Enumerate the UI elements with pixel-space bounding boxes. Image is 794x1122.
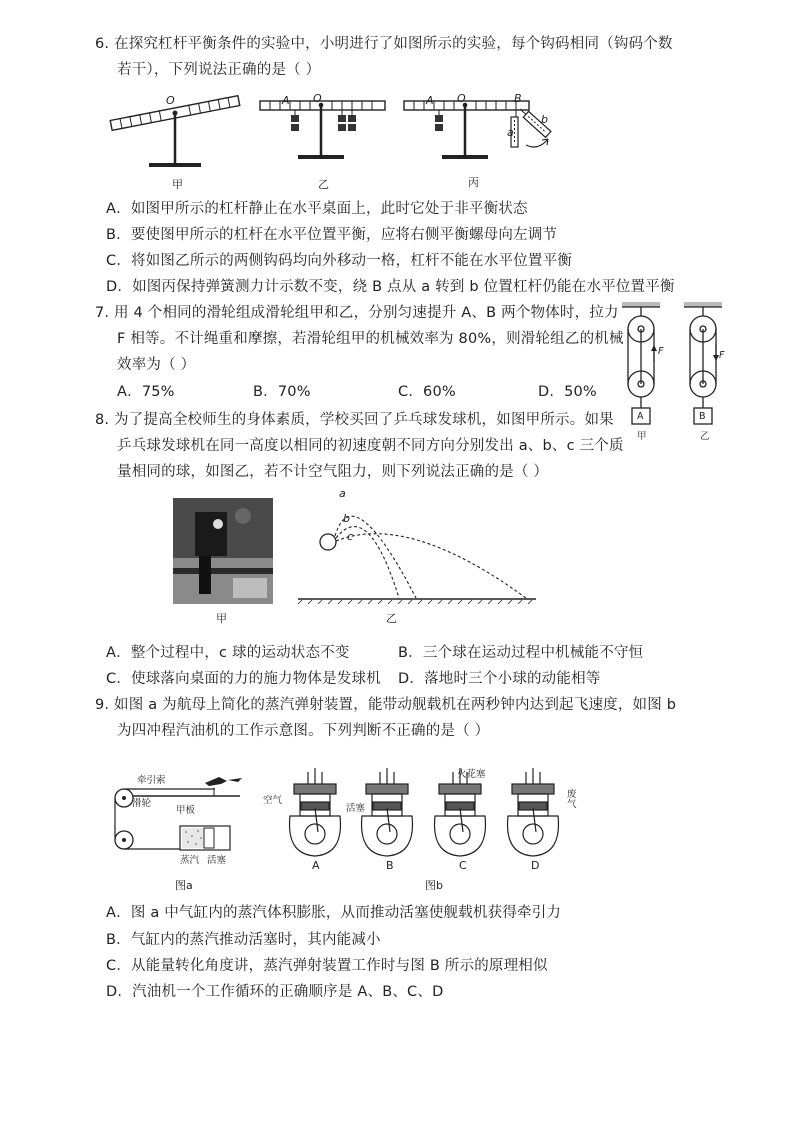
- q9-b-exhaust-label: 废气: [567, 789, 577, 810]
- q6-bing-O-label: O: [457, 92, 466, 105]
- q8-option-d: D．落地时三个小球的动能相等: [398, 671, 601, 687]
- q7-yi-caption: 乙: [700, 431, 710, 442]
- q9-b-caption: 图b: [425, 879, 443, 892]
- q7-stem-line3: 效率为（ ）: [117, 357, 196, 373]
- q8-option-b: B．三个球在运动过程中机械能不守恒: [398, 645, 644, 661]
- q8-option-a: A．整个过程中，c 球的运动状态不变: [106, 645, 350, 661]
- q8-stem-line3: 量相同的球，如图乙，若不计空气阻力，则下列说法正确的是（ ）: [117, 464, 549, 480]
- q8-trajectory-c-label: c: [347, 530, 354, 543]
- q7-option-b: B．70%: [253, 384, 311, 400]
- q9-b-label-B: B: [386, 859, 394, 872]
- q8-trajectory-b-label: b: [343, 512, 350, 525]
- q6-bing-a-label: a: [507, 126, 514, 139]
- q7-block-B-label: B: [699, 411, 706, 422]
- q9-a-deck-label: 甲板: [176, 805, 196, 816]
- q9-a-pulley-label: 滑轮: [132, 798, 152, 809]
- q6-option-d: D．如图丙保持弹簧测力计示数不变，绕 B 点从 a 转到 b 位置杠杆仍能在水平位置平衡: [106, 279, 675, 295]
- q6-yi-caption: 乙: [318, 178, 329, 191]
- q9-b-label-D: D: [531, 859, 540, 872]
- q6-bing-A-label: A: [426, 94, 434, 107]
- q6-figure-lever-yi: [258, 95, 388, 165]
- q9-a-steam-label: 蒸汽: [180, 855, 200, 866]
- q8-figure-trajectories: [298, 490, 543, 605]
- q6-stem-line2: 若干），下列说法正确的是（ ）: [117, 62, 321, 78]
- q9-b-label-C: C: [459, 859, 467, 872]
- q7-jia-F-label: F: [658, 346, 664, 357]
- q9-stem-line1: 9. 如图 a 为航母上简化的蒸汽弹射装置，能带动舰载机在两秒钟内达到起飞速度，如图 b: [95, 697, 677, 713]
- q6-stem-line1: 6. 在探究杠杆平衡条件的实验中，小明进行了如图所示的实验，每个钩码相同（钩码个数: [95, 36, 673, 52]
- q9-b-piston-label: 活塞: [346, 803, 366, 814]
- q7-stem-line2: F 相等。不计绳重和摩擦，若滑轮组甲的机械效率为 80%，则滑轮组乙的机械: [117, 331, 624, 347]
- q6-yi-O-label: O: [313, 92, 322, 105]
- q7-option-c: C．60%: [398, 384, 456, 400]
- q7-stem-line1: 7. 用 4 个相同的滑轮组成滑轮组甲和乙，分别匀速提升 A、B 两个物体时，拉力: [95, 305, 619, 321]
- q9-b-air-label: 空气: [263, 795, 283, 806]
- q6-bing-b-label: b: [541, 113, 548, 126]
- q6-jia-O-label: O: [166, 94, 175, 107]
- q8-option-c: C．使球落向桌面的力的施力物体是发球机: [106, 671, 381, 687]
- q6-option-c: C．将如图乙所示的两侧钩码均向外移动一格，杠杆不能在水平位置平衡: [106, 253, 573, 269]
- q9-stem-line2: 为四冲程汽油机的工作示意图。下列判断不正确的是（ ）: [117, 723, 490, 739]
- q9-b-spark-label: 火花塞: [457, 769, 486, 780]
- q9-figure-b-engines: [280, 762, 580, 862]
- q7-yi-F-label: F: [719, 350, 725, 361]
- q6-figure-lever-jia: [105, 85, 245, 175]
- q6-option-b: B．要使图甲所示的杠杆在水平位置平衡，应将右侧平衡螺母向左调节: [106, 227, 558, 243]
- q7-option-a: A．75%: [117, 384, 175, 400]
- q7-jia-caption: 甲: [637, 431, 647, 442]
- q8-photo-serving-machine: [173, 498, 273, 604]
- q9-a-caption: 图a: [175, 879, 193, 892]
- q8-jia-caption: 甲: [216, 612, 227, 625]
- q6-jia-caption: 甲: [172, 178, 183, 191]
- q8-stem-line1: 8. 为了提高全校师生的身体素质，学校买回了乒乓球发球机，如图甲所示。如果: [95, 412, 614, 428]
- q9-option-a: A．图 a 中气缸内的蒸汽体积膨胀，从而推动活塞使舰载机获得牵引力: [106, 905, 562, 921]
- q6-bing-B-label: B: [514, 92, 522, 105]
- q8-yi-caption: 乙: [386, 612, 397, 625]
- q7-option-d: D．50%: [538, 384, 597, 400]
- q9-a-piston-label: 活塞: [207, 855, 227, 866]
- q6-option-a: A．如图甲所示的杠杆静止在水平桌面上，此时它处于非平衡状态: [106, 201, 528, 217]
- q9-option-c: C．从能量转化角度讲，蒸汽弹射装置工作时与图 B 所示的原理相似: [106, 958, 548, 974]
- q6-yi-A-label: A: [282, 94, 290, 107]
- q7-block-A-label: A: [637, 411, 644, 422]
- q9-option-d: D．汽油机一个工作循环的正确顺序是 A、B、C、D: [106, 984, 444, 1000]
- q9-option-b: B．气缸内的蒸汽推动活塞时，其内能减小: [106, 932, 381, 948]
- q8-trajectory-a-label: a: [339, 487, 346, 500]
- q9-a-rope-label: 牵引索: [137, 775, 166, 786]
- q8-stem-line2: 乒乓球发球机在同一高度以相同的初速度朝不同方向分别发出 a、b、c 三个质: [117, 438, 624, 454]
- q6-bing-caption: 丙: [468, 176, 479, 189]
- q9-b-label-A: A: [312, 859, 320, 872]
